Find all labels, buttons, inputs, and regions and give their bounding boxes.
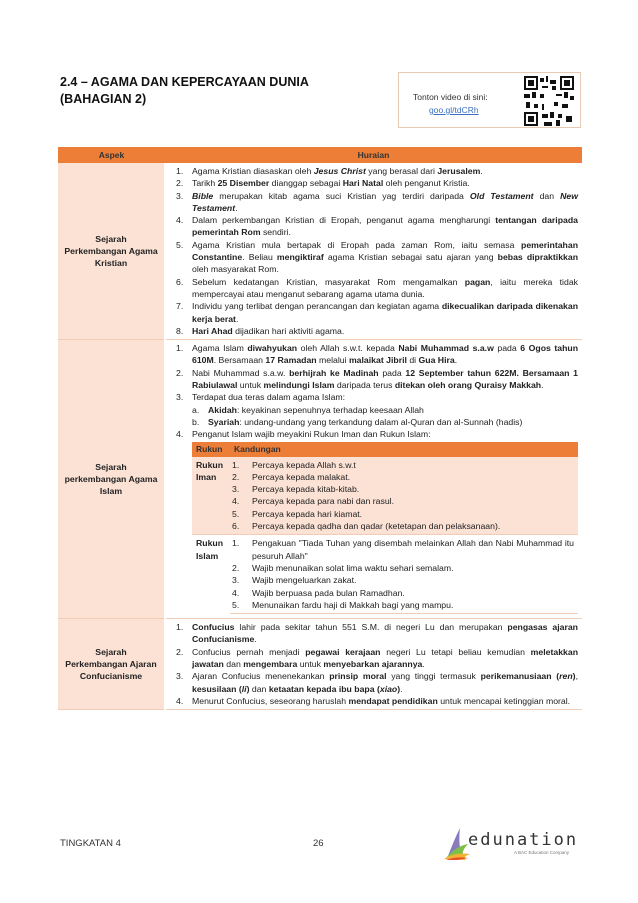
rukun-item: Percaya kepada para nabi dan rasul.: [252, 496, 394, 507]
text-segment: Sebelum kedatangan Kristian, masyarakat Rom mengamalkan: [192, 276, 465, 287]
text-segment: yang tinggi termasuk: [386, 671, 481, 682]
list-item: [192, 416, 578, 428]
list-item: [230, 574, 574, 586]
text-segment: Penganut Islam wajib meyakini Rukun Iman dan Rukun Islam:: [192, 429, 431, 440]
text-segment: Agama Kristian diasaskan oleh: [192, 166, 314, 176]
video-link[interactable]: goo.gl/tdCRh: [429, 105, 479, 115]
list-item: [230, 587, 574, 599]
rukun-row-iman: [192, 457, 578, 535]
aspek-cell: Sejarah Perkembangan Ajaran Confucianisme: [58, 619, 165, 710]
rukun-label: Rukun Islam: [192, 535, 230, 614]
text-segment: Akidah: [208, 404, 237, 415]
item-number: 1.: [176, 166, 184, 176]
footer-level: TINGKATAN 4: [60, 838, 121, 849]
text-segment: meletakkan jawatan: [192, 646, 578, 669]
text-segment: xiao: [379, 683, 398, 694]
text-segment: .: [235, 313, 239, 324]
text-segment: dan: [533, 190, 561, 201]
list-item: [172, 276, 578, 301]
table-row: [58, 340, 582, 619]
text-segment: pegawai kerajaan: [305, 646, 381, 657]
text-segment: prinsip moral: [329, 671, 387, 682]
aspek-cell: Sejarah perkembangan Agama Islam: [58, 340, 165, 619]
item-number: 4.: [176, 429, 184, 440]
list-item: [172, 190, 578, 215]
text-segment: pengasas ajaran Confucianisme: [192, 622, 578, 645]
list-item: [172, 367, 578, 392]
list-item: [230, 599, 574, 611]
table-row: [58, 619, 582, 710]
text-segment: perikemanusiaan (: [480, 671, 560, 682]
rukun-row-islam: [192, 535, 578, 614]
text-segment: Hari Natal: [342, 178, 384, 189]
text-segment: Nabi Muhammad s.a.w: [398, 343, 494, 354]
text-segment: 17 Ramadan: [265, 355, 317, 366]
text-segment: .: [454, 355, 458, 366]
list-item: [172, 177, 578, 189]
list-item: [230, 520, 574, 532]
aspek-cell: Sejarah Perkembangan Agama Kristian: [58, 163, 165, 340]
text-segment: .: [480, 166, 483, 176]
text-segment: .: [400, 683, 403, 694]
rukun-item: Percaya kepada malakat.: [252, 471, 351, 482]
text-segment: . Bersamaan: [213, 355, 266, 366]
edunation-logo: [444, 826, 584, 860]
text-segment: ): [572, 671, 576, 682]
item-number: 3.: [176, 671, 184, 682]
text-segment: 12 September tahun 622M. Bersamaan 1 Rabiulawal: [192, 367, 579, 391]
title-line-2: (BAHAGIAN 2): [60, 92, 147, 106]
rukun-header: Rukun: [192, 442, 230, 457]
list-item: [230, 508, 574, 520]
title-line-1: 2.4 – AGAMA DAN KEPERCAYAAN DUNIA: [60, 75, 309, 89]
item-number: 5.: [232, 508, 240, 519]
text-segment: Tarikh: [192, 178, 218, 189]
text-segment: ketaatan kepada ibu bapa (: [268, 683, 380, 694]
item-number: 4.: [176, 695, 184, 706]
text-segment: untuk: [297, 658, 324, 669]
text-segment: yang berasal dari: [365, 166, 438, 176]
table-row: [58, 163, 582, 340]
text-segment: diwahyukan: [247, 343, 298, 354]
rukun-item: Pengakuan "Tiada Tuhan yang disembah melainkan Allah dan Nabi Muhammad itu pesuruh Allah": [252, 538, 574, 561]
list-item: [230, 471, 574, 483]
text-segment: pada: [378, 367, 406, 378]
text-segment: oleh masyarakat Rom.: [192, 264, 279, 275]
rukun-item: Percaya kepada Allah s.w.t: [252, 459, 356, 470]
text-segment: . Beliau: [242, 252, 277, 263]
text-segment: ): [397, 683, 401, 694]
item-number: 4.: [232, 587, 240, 598]
text-segment: dan: [223, 658, 244, 669]
text-segment: berhijrah ke Madinah: [289, 367, 379, 378]
item-number: 8.: [176, 325, 184, 336]
item-list: [172, 165, 578, 337]
item-number: 6.: [232, 521, 240, 532]
text-segment: 25 Disember: [217, 178, 270, 189]
text-segment: Syariah: [208, 416, 240, 427]
text-segment: melindungi Islam: [263, 380, 335, 391]
item-number: 2.: [232, 562, 240, 573]
rukun-item: Wajib berpuasa pada bulan Ramadhan.: [252, 587, 405, 598]
text-segment: Jesus Christ: [313, 166, 366, 176]
item-number: 3.: [176, 392, 184, 403]
text-segment: daripada terus: [334, 380, 395, 391]
text-segment: Hari Ahad: [192, 325, 233, 336]
rukun-item: Percaya kepada qadha dan qadar (ketetapan dan pelaksanaan).: [252, 521, 501, 532]
text-segment: menyebarkan ajarannya: [323, 658, 423, 669]
brand-name: edunation: [468, 830, 579, 850]
item-number: a.: [192, 404, 200, 415]
list-item: [172, 695, 578, 707]
item-number: 2.: [232, 471, 240, 482]
list-item: [230, 483, 574, 495]
text-segment: .: [235, 202, 238, 213]
text-segment: pemerintahan Constantine: [192, 239, 578, 263]
text-segment: .: [422, 658, 425, 669]
rukun-item: Menunaikan fardu haji di Makkah bagi yang mampu.: [252, 599, 454, 610]
list-item: [172, 428, 578, 614]
header-huraian: Huraian: [165, 147, 582, 163]
item-number: 1.: [232, 538, 240, 549]
rukun-table: [192, 442, 578, 615]
rukun-item: Percaya kepada kitab-kitab.: [252, 484, 360, 495]
text-segment: Gua Hira: [418, 355, 455, 366]
item-number: 2.: [176, 646, 184, 657]
list-item: [172, 621, 578, 646]
text-segment: .: [254, 634, 257, 645]
text-segment: Menurut Confucius, seseorang haruslah: [192, 695, 349, 706]
header-aspek: Aspek: [58, 147, 165, 163]
text-segment: oleh Allah s.w.t. kepada: [297, 343, 399, 354]
text-segment: ren: [559, 671, 573, 682]
text-segment: ): [246, 683, 250, 694]
text-segment: Old Testament: [469, 190, 534, 201]
rukun-item: Wajib menunaikan solat lima waktu sehari semalam.: [252, 562, 454, 573]
text-segment: lahir pada sekitar tahun 551 S.M. di negeri Lu dan merupakan: [234, 622, 508, 633]
text-segment: Agama Islam: [192, 343, 248, 354]
text-segment: Terdapat dua teras dalam agama Islam:: [192, 392, 346, 403]
text-segment: dikecualikan daripada dikenakan kerja berat: [192, 301, 578, 324]
text-segment: Ajaran Confucius menenekankan: [192, 671, 330, 682]
text-segment: 6 Ogos tahun 610M: [192, 343, 579, 366]
list-item: [192, 404, 578, 416]
item-number: b.: [192, 416, 200, 427]
page-title: [60, 74, 309, 108]
text-segment: Individu yang terlibat dengan perancangan dan kegiatan agama: [192, 301, 442, 312]
text-segment: oleh penganut Kristia.: [383, 178, 470, 189]
text-segment: dan: [249, 683, 269, 694]
text-segment: , iaitu mereka tidak mempercayai atau menganut sebarang agama utama dunia.: [192, 276, 578, 299]
brand-tag: A BAC Education Company: [514, 850, 570, 855]
rukun-label: Rukun Iman: [192, 457, 230, 535]
item-number: 5.: [232, 599, 240, 610]
text-segment: kesusilaan (: [192, 683, 242, 694]
item-number: 2.: [176, 367, 184, 378]
item-number: 6.: [176, 276, 184, 287]
item-list: [172, 621, 578, 707]
text-segment: ditekan oleh orang Quraisy Makkah: [394, 380, 542, 391]
list-item: [172, 391, 578, 428]
text-segment: : keyakinan sepenuhnya terhadap keesaan Allah: [236, 404, 424, 415]
rukun-item: Wajib mengeluarkan zakat.: [252, 575, 357, 586]
item-number: 2.: [176, 178, 184, 189]
text-segment: dianggap sebagai: [269, 178, 343, 189]
text-segment: bebas dipraktikkan: [497, 252, 579, 263]
list-item: [230, 459, 574, 471]
rukun-item: Percaya kepada hari kiamat.: [252, 508, 363, 519]
text-segment: mengembara: [243, 658, 298, 669]
text-segment: pada: [493, 343, 521, 354]
text-segment: ,: [575, 671, 578, 682]
text-segment: Confucius: [192, 622, 235, 633]
list-item: [172, 646, 578, 671]
sub-list: [192, 404, 578, 429]
list-item: [172, 342, 578, 367]
text-segment: : undang-undang yang terkandung dalam al-Quran dan al-Sunnah (hadis): [239, 416, 523, 427]
text-segment: .: [541, 380, 544, 391]
text-segment: merupakan kitab agama suci Kristian yag terdiri daripada: [213, 190, 470, 201]
item-number: 3.: [232, 575, 240, 586]
item-number: 1.: [176, 622, 184, 633]
text-segment: li: [241, 683, 247, 694]
text-segment: pagan: [464, 276, 491, 287]
item-list: [172, 342, 578, 614]
list-item: [172, 325, 578, 337]
text-segment: mendapat pendidikan: [348, 695, 438, 706]
item-number: 5.: [176, 239, 184, 250]
list-item: [172, 165, 578, 177]
item-number: 4.: [232, 496, 240, 507]
item-number: 3.: [176, 190, 184, 201]
text-segment: sendiri.: [260, 227, 291, 238]
rukun-list: [230, 459, 574, 533]
content-table: [58, 147, 582, 710]
text-segment: Dalam perkembangan Kristian di Eropah, penganut agama mengharungi: [192, 215, 496, 226]
item-number: 1.: [176, 343, 184, 354]
list-item: [230, 562, 574, 574]
list-item: [172, 670, 578, 695]
text-segment: dijadikan hari aktiviti agama.: [232, 325, 345, 336]
text-segment: tentangan daripada pemerintah Rom: [192, 215, 578, 238]
item-number: 1.: [232, 459, 240, 470]
rukun-list: [230, 537, 574, 611]
text-segment: untuk: [237, 380, 264, 391]
text-segment: mengiktiraf: [276, 252, 324, 263]
text-segment: Bible: [192, 190, 214, 201]
list-item: [172, 214, 578, 239]
text-segment: untuk mencapai ketinggian moral.: [437, 695, 571, 706]
text-segment: di: [406, 355, 419, 366]
text-segment: malaikat Jibril: [348, 355, 407, 366]
list-item: [172, 239, 578, 276]
text-segment: negeri Lu tetapi beliau kemudian: [380, 646, 531, 657]
text-segment: New Testament: [192, 190, 578, 213]
text-segment: Agama Kristian mula bertapak di Eropah pada zaman Rom, iaitu semasa: [192, 239, 522, 250]
page-number: 26: [313, 838, 324, 849]
qr-code-icon[interactable]: [524, 76, 574, 126]
text-segment: melalui: [316, 355, 349, 366]
item-number: 7.: [176, 301, 184, 312]
item-number: 3.: [232, 484, 240, 495]
text-segment: Nabi Muhammad s.a.w.: [192, 367, 290, 378]
video-label: Tonton video di sini:: [413, 92, 488, 102]
text-segment: agama Kristian sebagai satu ajaran yang: [323, 252, 498, 263]
item-number: 4.: [176, 215, 184, 226]
list-item: [230, 537, 574, 562]
list-item: [172, 300, 578, 325]
text-segment: Jerusalem: [437, 166, 481, 176]
kandungan-header: Kandungan: [230, 442, 578, 457]
text-segment: Confucius pernah menjadi: [192, 646, 306, 657]
video-box: [398, 72, 581, 128]
list-item: [230, 495, 574, 507]
